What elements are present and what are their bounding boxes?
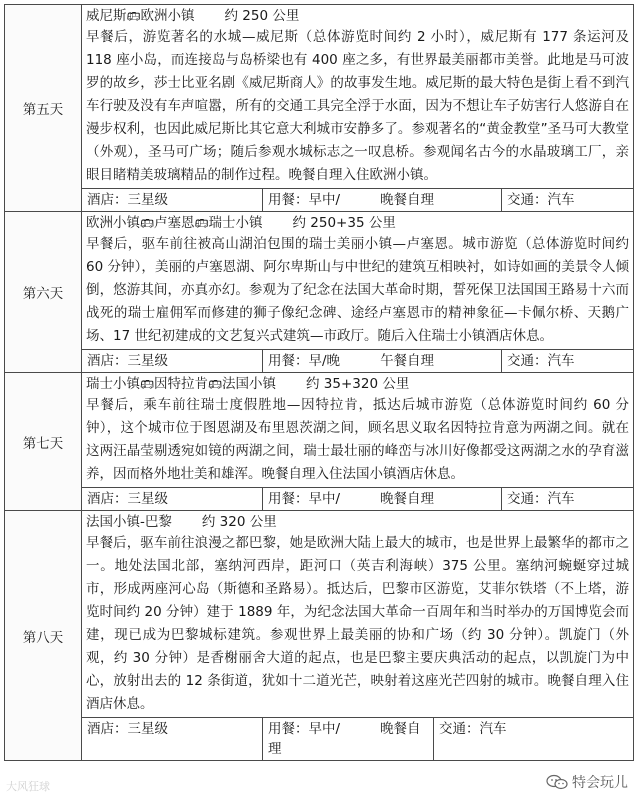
- day-row: [5, 511, 634, 761]
- route-to: 瑞士小镇: [208, 215, 263, 231]
- route-from: 欧洲小镇: [86, 215, 140, 231]
- transport-info: 交通：汽车: [507, 491, 575, 507]
- day-row: [5, 5, 634, 212]
- watermark-right: [546, 772, 628, 792]
- info-bar: [82, 487, 633, 510]
- meal-info: [263, 488, 502, 510]
- meal-info: [263, 350, 502, 372]
- route-line: [82, 511, 633, 532]
- route-via: 卢塞恩: [154, 215, 195, 231]
- route-line: [82, 212, 633, 233]
- day-content: [82, 212, 634, 373]
- info-bar: [82, 717, 633, 760]
- route-line: [82, 5, 633, 26]
- route-from: 瑞士小镇: [86, 376, 140, 392]
- bus-icon: 🚌︎: [140, 378, 154, 391]
- watermark-right-text: 特会玩儿: [572, 775, 628, 791]
- route-distance: 约 250+35 公里: [292, 215, 396, 231]
- meal-self-pay: 午餐自理: [380, 353, 435, 369]
- day-content: [82, 5, 634, 212]
- day-description: 早餐后，乘车前往瑞士度假胜地—因特拉肯，抵达后城市游览（总体游览时间约 60 分钟），这个城市位于图恩湖及布里恩茨湖之间，顾名思义取名因特拉肯意为两湖之间。就在这两汪晶莹剔透宛如镜的两湖之间，瑞士最壮丽的峰峦与冰川好像都受这两湖之水的孕育滋养，因而格外地壮美和雄浑。晚餐自理入住法国小镇酒店休息。: [86, 397, 629, 482]
- info-bar: [82, 188, 633, 211]
- meal-info: [263, 718, 434, 760]
- bus-icon: 🚌︎: [208, 378, 222, 391]
- route-from: 法国小镇-巴黎: [86, 514, 172, 530]
- meal-included: 用餐：早中/: [268, 491, 341, 507]
- transport-info: 交通：汽车: [507, 192, 575, 208]
- day-content: [82, 373, 634, 511]
- route-from: 威尼斯: [86, 8, 127, 24]
- itinerary-table: [4, 4, 634, 761]
- day-row: [5, 373, 634, 511]
- day-description: 早餐后，游览著名的水城—威尼斯（总体游览时间约 2 小时），威尼斯有 177 条运河及 118 座小岛，而连接岛与岛桥梁也有 400 座之多，有世界最美丽都市美誉。此地是马可波罗的故乡，莎士比亚名剧《威尼斯商人》的故事发生地。威尼斯的最大特色是街上看不到汽车行驶及没有车声喧嚣，所有的交通工具完全浮于水面，因为不想让车子妨害行人悠游自在漫步权利，也因此威尼斯比其它意大利城市安静多了。参观著名的“黄金教堂”圣马可大教堂（外观），圣马可广场；随后参观水城标志之一叹息桥。参观闻名古今的水晶玻璃工厂，亲眼目睹精美玻璃精品的制作过程。晚餐自理入住欧洲小镇。: [86, 29, 629, 183]
- transport-info: 交通：汽车: [507, 353, 575, 369]
- day-label: 第五天: [5, 5, 82, 212]
- bus-icon: 🚌︎: [126, 10, 141, 23]
- wechat-icon: [546, 774, 568, 790]
- meal-self-pay: 晚餐自理: [380, 491, 435, 507]
- route-via: 因特拉肯: [154, 376, 208, 392]
- meal-included: 用餐：早中/: [268, 192, 341, 208]
- route-to: 法国小镇: [222, 376, 276, 392]
- hotel-info: 酒店：三星级: [82, 189, 263, 211]
- day-row: [5, 212, 634, 373]
- watermark-left: 大风狂球: [6, 780, 50, 793]
- day-content: [82, 511, 634, 761]
- route-to: 欧洲小镇: [140, 8, 195, 24]
- info-bar: [82, 349, 633, 372]
- day-label: 第六天: [5, 212, 82, 373]
- day-description: 早餐后，驱车前往浪漫之都巴黎，她是欧洲大陆上最大的城市，也是世界上最繁华的都市之一。地处法国北部，塞纳河西岸，距河口（英吉利海峡）375 公里。塞纳河蜿蜒穿过城市，形成两座河心岛（斯德和圣路易）。抵达后，巴黎市区游览，艾菲尔铁塔（不上塔，游览时间约 20 分钟）建于 1889 年，为纪念法国大革命一百周年和当时举办的万国博览会而建，现已成为巴黎城标建筑。参观世界上最美丽的协和广场（约 30 分钟）。凯旋门（外观，约 30 分钟）是香榭丽舍大道的起点，也是巴黎主要庆典活动的起点，以凯旋门为中心，放射出去的 12 条街道，犹如十二道光芒，映射着这座光芒四射的城市。晚餐自理入住酒店休息。: [86, 535, 629, 712]
- meal-self-pay: 晚餐自理: [268, 721, 421, 757]
- day-description: 早餐后，驱车前往被高山湖泊包围的瑞士美丽小镇—卢塞恩。城市游览（总体游览时间约 60 分钟），美丽的卢塞恩湖、阿尔卑斯山与中世纪的建筑互相映衬，如诗如画的美景令人倾倒，悠游其间，亦真亦幻。参观为了纪念在法国大革命时期，誓死保卫法国国王路易十六而战死的瑞士雇佣军而修建的狮子像纪念碑、途经卢塞恩市的精神象征—卡佩尔桥、天鹅广场、17 世纪初建成的文艺复兴式建筑—市政厅。随后入住瑞士小镇酒店休息。: [86, 236, 629, 344]
- day-label: 第八天: [5, 511, 82, 761]
- meal-included: 用餐：早/晚: [268, 353, 341, 369]
- meal-self-pay: 晚餐自理: [380, 192, 435, 208]
- route-distance: 约 35+320 公里: [306, 376, 410, 392]
- day-label: 第七天: [5, 373, 82, 511]
- meal-included: 用餐：早中/: [268, 721, 341, 737]
- hotel-info: 酒店：三星级: [82, 718, 263, 760]
- meal-info: [263, 189, 502, 211]
- bus-icon: 🚌︎: [140, 217, 154, 230]
- hotel-info: 酒店：三星级: [82, 350, 263, 372]
- route-distance: 约 320 公里: [201, 514, 277, 530]
- transport-info: 交通：汽车: [439, 721, 507, 737]
- route-line: [82, 373, 633, 394]
- route-distance: 约 250 公里: [224, 8, 300, 24]
- hotel-info: 酒店：三星级: [82, 488, 263, 510]
- bus-icon: 🚌︎: [194, 217, 209, 230]
